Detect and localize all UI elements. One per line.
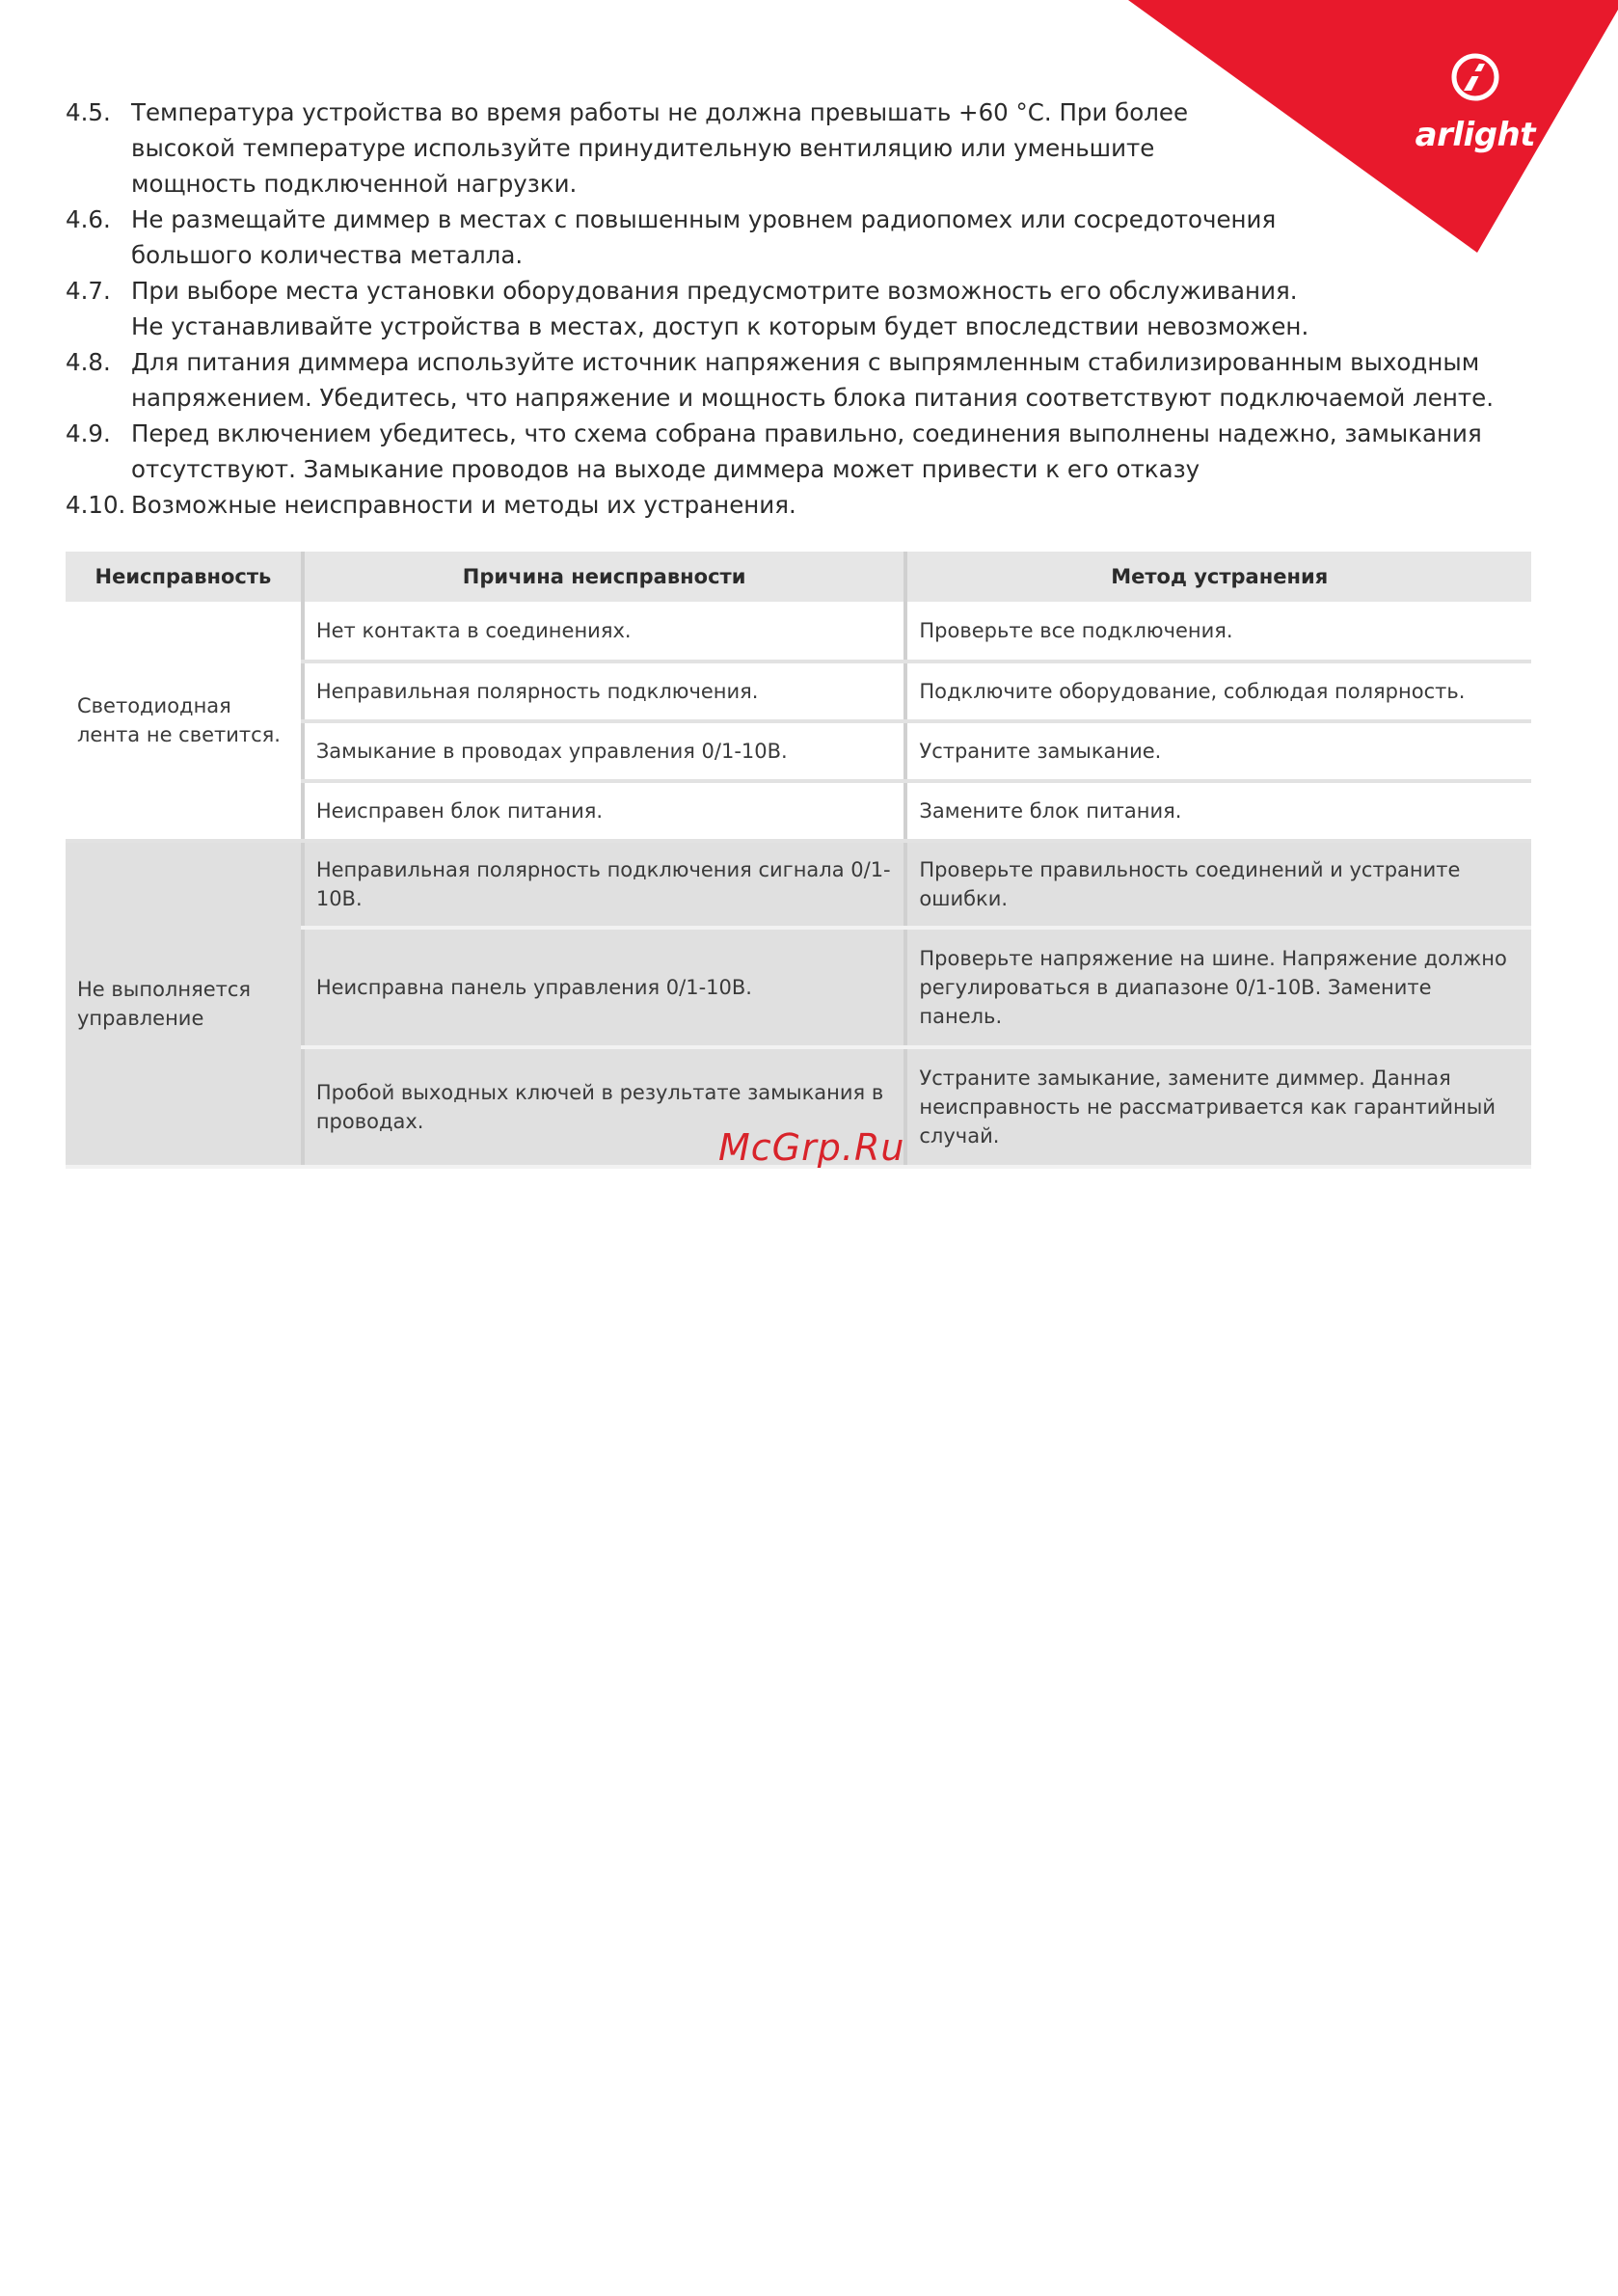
fix-cell: Замените блок питания. bbox=[905, 781, 1531, 841]
header-cause: Причина неисправности bbox=[303, 552, 906, 602]
cause-cell: Неправильная полярность подключения. bbox=[303, 662, 906, 721]
item-text bbox=[131, 273, 1531, 344]
item-number: 4.6. bbox=[66, 205, 111, 233]
item-number: 4.5. bbox=[66, 98, 111, 126]
cause-cell: Замыкание в проводах управления 0/1-10В. bbox=[303, 721, 906, 781]
item-text bbox=[131, 95, 1531, 202]
list-item bbox=[66, 416, 1531, 487]
item-line: мощность подключенной нагрузки. bbox=[131, 170, 578, 198]
item-line: высокой температуре используйте принудительную вентиляцию или уменьшите bbox=[131, 134, 1155, 162]
item-line: Не устанавливайте устройства в местах, доступ к которым будет впоследствии невозможен. bbox=[131, 312, 1309, 340]
list-item bbox=[66, 202, 1531, 273]
fix-cell: Проверьте напряжение на шине. Напряжение должно регулироваться в диапазоне 0/1-10В. Замените панель. bbox=[905, 928, 1531, 1047]
item-line: Возможные неисправности и методы их устранения. bbox=[131, 491, 796, 519]
item-text bbox=[131, 487, 1531, 523]
table-row bbox=[66, 602, 1531, 662]
item-line: большого количества металла. bbox=[131, 241, 524, 269]
troubleshooting-table bbox=[66, 552, 1531, 1169]
item-number: 4.9. bbox=[66, 419, 111, 447]
cause-cell: Неисправен блок питания. bbox=[303, 781, 906, 841]
item-line: отсутствуют. Замыкание проводов на выходе диммера может привести к его отказу bbox=[131, 455, 1200, 483]
watermark: McGrp.Ru bbox=[718, 1126, 905, 1169]
list-item bbox=[66, 487, 1531, 523]
instructions-list bbox=[66, 95, 1531, 523]
item-line: При выборе места установки оборудования предусмотрите возможность его обслуживания. bbox=[131, 277, 1298, 305]
header-problem: Неисправность bbox=[66, 552, 303, 602]
item-number: 4.7. bbox=[66, 277, 111, 305]
fix-cell: Проверьте все подключения. bbox=[905, 602, 1531, 662]
item-line: Температура устройства во время работы не должна превышать +60 °C. При более bbox=[131, 98, 1189, 126]
brand-logo-text: arlight bbox=[1415, 116, 1535, 154]
item-number: 4.10. bbox=[66, 491, 126, 519]
problem-cell: Не выполняется управление bbox=[66, 841, 303, 1167]
item-line: напряжением. Убедитесь, что напряжение и мощность блока питания соответствуют подключаемой ленте. bbox=[131, 384, 1494, 412]
table-header-row bbox=[66, 552, 1531, 602]
item-line: Для питания диммера используйте источник напряжения с выпрямленным стабилизированным выходным bbox=[131, 348, 1480, 376]
list-item bbox=[66, 95, 1531, 202]
fix-cell: Подключите оборудование, соблюдая полярность. bbox=[905, 662, 1531, 721]
problem-cell: Светодиодная лента не светится. bbox=[66, 602, 303, 841]
item-line: Перед включением убедитесь, что схема собрана правильно, соединения выполнены надежно, замыкания bbox=[131, 419, 1482, 447]
cause-cell: Неисправна панель управления 0/1-10В. bbox=[303, 928, 906, 1047]
item-text bbox=[131, 344, 1531, 416]
fix-cell: Устраните замыкание, замените диммер. Данная неисправность не рассматривается как гарантийный случай. bbox=[905, 1047, 1531, 1167]
header-fix: Метод устранения bbox=[905, 552, 1531, 602]
cause-cell: Неправильная полярность подключения сигнала 0/1-10В. bbox=[303, 841, 906, 928]
item-text bbox=[131, 202, 1531, 273]
cause-cell: Пробой выходных ключей в результате замыкания в проводах. bbox=[303, 1047, 906, 1167]
item-line: Не размещайте диммер в местах с повышенным уровнем радиопомех или сосредоточения bbox=[131, 205, 1277, 233]
fix-cell: Устраните замыкание. bbox=[905, 721, 1531, 781]
table-row bbox=[66, 841, 1531, 928]
list-item bbox=[66, 344, 1531, 416]
item-text bbox=[131, 416, 1531, 487]
cause-cell: Нет контакта в соединениях. bbox=[303, 602, 906, 662]
list-item bbox=[66, 273, 1531, 344]
fix-cell: Проверьте правильность соединений и устраните ошибки. bbox=[905, 841, 1531, 928]
item-number: 4.8. bbox=[66, 348, 111, 376]
